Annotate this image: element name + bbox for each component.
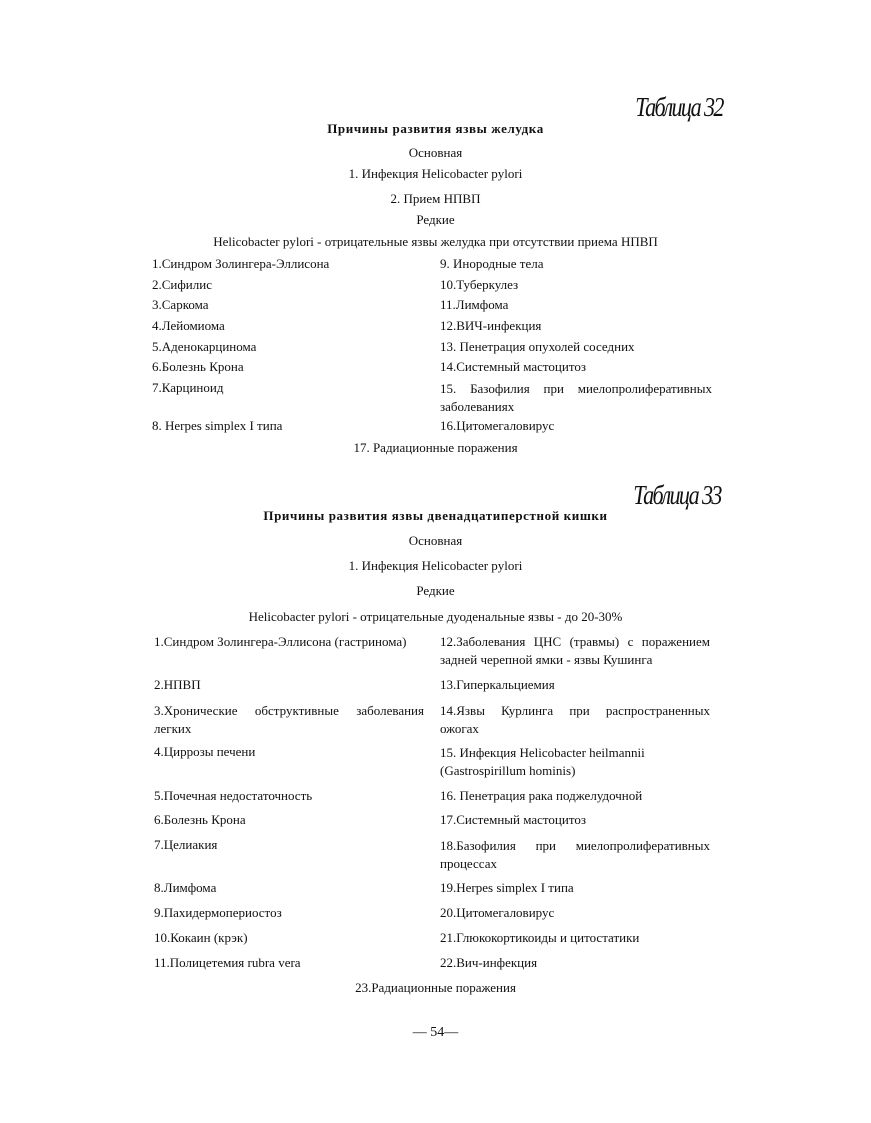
table-33-left-item: 9.Пахидермопериостоз xyxy=(154,905,282,920)
table-32-left-item: 4.Лейомиома xyxy=(152,318,225,333)
table-32-right-item: 9. Инородные тела xyxy=(440,256,544,271)
table-33-left-item: 6.Болезнь Крона xyxy=(154,812,246,827)
table-32-left-item: 6.Болезнь Крона xyxy=(152,359,244,374)
table-32-main-heading: Основная xyxy=(408,145,463,160)
table-33-left-item: 2.НПВП xyxy=(154,677,201,692)
table-32-right-item: 11.Лимфома xyxy=(440,297,509,312)
table-32-right-item: 14.Системный мастоцитоз xyxy=(440,359,586,374)
table-33-left-item: 4.Циррозы печени xyxy=(154,744,256,759)
table-32-right-item: 13. Пенетрация опухолей соседних xyxy=(440,339,635,354)
table-32-note: Helicobacter pylori - отрицательные язвы желудка при отсутствии приема НПВП xyxy=(213,234,658,249)
table-32-left-item: 7.Карциноид xyxy=(152,380,224,395)
table-32-right-item: 10.Туберкулез xyxy=(440,277,519,292)
table-33-left-item: 8.Лимфома xyxy=(154,880,217,895)
table-33-right-item: 21.Глюкокортикоиды и цитостатики xyxy=(440,930,640,945)
table-32-rare-heading: Редкие xyxy=(416,212,455,227)
table-33-rare-heading: Редкие xyxy=(416,583,455,598)
table-33-label: Таблица 33 xyxy=(633,480,721,510)
table-33-left-item: 11.Полицетемия rubra vera xyxy=(154,955,301,970)
table-32-left-item: 1.Синдром Золингера-Эллисона xyxy=(152,256,330,271)
table-33-note: Helicobacter pylori - отрицательные дуоденальные язвы - до 20-30% xyxy=(248,609,623,624)
table-33-right-item: 12.Заболевания ЦНС (травмы) с поражением задней черепной ямки - язвы Кушинга xyxy=(440,634,710,667)
table-33-left-item: 7.Целиакия xyxy=(154,837,218,852)
table-33-right-item: 20.Цитомегаловирус xyxy=(440,905,555,920)
table-32-last-item: 17. Радиационные поражения xyxy=(353,440,518,455)
table-32-right-item: 16.Цитомегаловирус xyxy=(440,418,555,433)
table-32-left-item: 3.Саркома xyxy=(152,297,209,312)
table-33-right-item: 19.Herpes simplex I типа xyxy=(440,880,574,895)
table-33-left-item: 3.Хронические обструктивные заболевания легких xyxy=(154,703,424,736)
table-32-main-item: 1. Инфекция Helicobacter pylori xyxy=(348,166,523,181)
table-32-label: Таблица 32 xyxy=(635,92,723,122)
table-33-right-item: 17.Системный мастоцитоз xyxy=(440,812,586,827)
table-32-right-item: 12.ВИЧ-инфекция xyxy=(440,318,542,333)
table-33-right-item: 15. Инфекция Helicobacter heilmannii (Gastrospirillum hominis) xyxy=(440,745,645,778)
table-33-left-item: 1.Синдром Золингера-Эллисона (гастринома) xyxy=(154,634,407,649)
table-33-last-item: 23.Радиационные поражения xyxy=(355,980,516,995)
page-number: — 54— xyxy=(412,1025,459,1040)
table-32-title: Причины развития язвы желудка xyxy=(327,121,544,136)
table-32-left-item: 5.Аденокарцинома xyxy=(152,339,257,354)
table-33-main-item: 1. Инфекция Helicobacter pylori xyxy=(348,558,523,573)
table-33-right-item: 13.Гиперкальциемия xyxy=(440,677,555,692)
table-33-title: Причины развития язвы двенадцатиперстной кишки xyxy=(263,508,608,523)
table-33-main-heading: Основная xyxy=(408,533,463,548)
table-33-right-item: 14.Язвы Курлинга при распространенных ожогах xyxy=(440,703,710,736)
table-33-right-item: 18.Базофилия при миелопролиферативных процессах xyxy=(440,838,710,871)
table-32-left-item: 8. Herpes simplex I типа xyxy=(152,418,283,433)
table-32-main-item: 2. Прием НПВП xyxy=(390,191,481,206)
table-32-right-item: 15. Базофилия при миелопролиферативных заболеваниях xyxy=(440,381,712,414)
table-32-left-item: 2.Сифилис xyxy=(152,277,212,292)
table-33-right-item: 22.Вич-инфекция xyxy=(440,955,538,970)
table-33-right-item: 16. Пенетрация рака поджелудочной xyxy=(440,788,643,803)
table-33-left-item: 5.Почечная недостаточность xyxy=(154,788,313,803)
table-33-left-item: 10.Кокаин (крэк) xyxy=(154,930,248,945)
